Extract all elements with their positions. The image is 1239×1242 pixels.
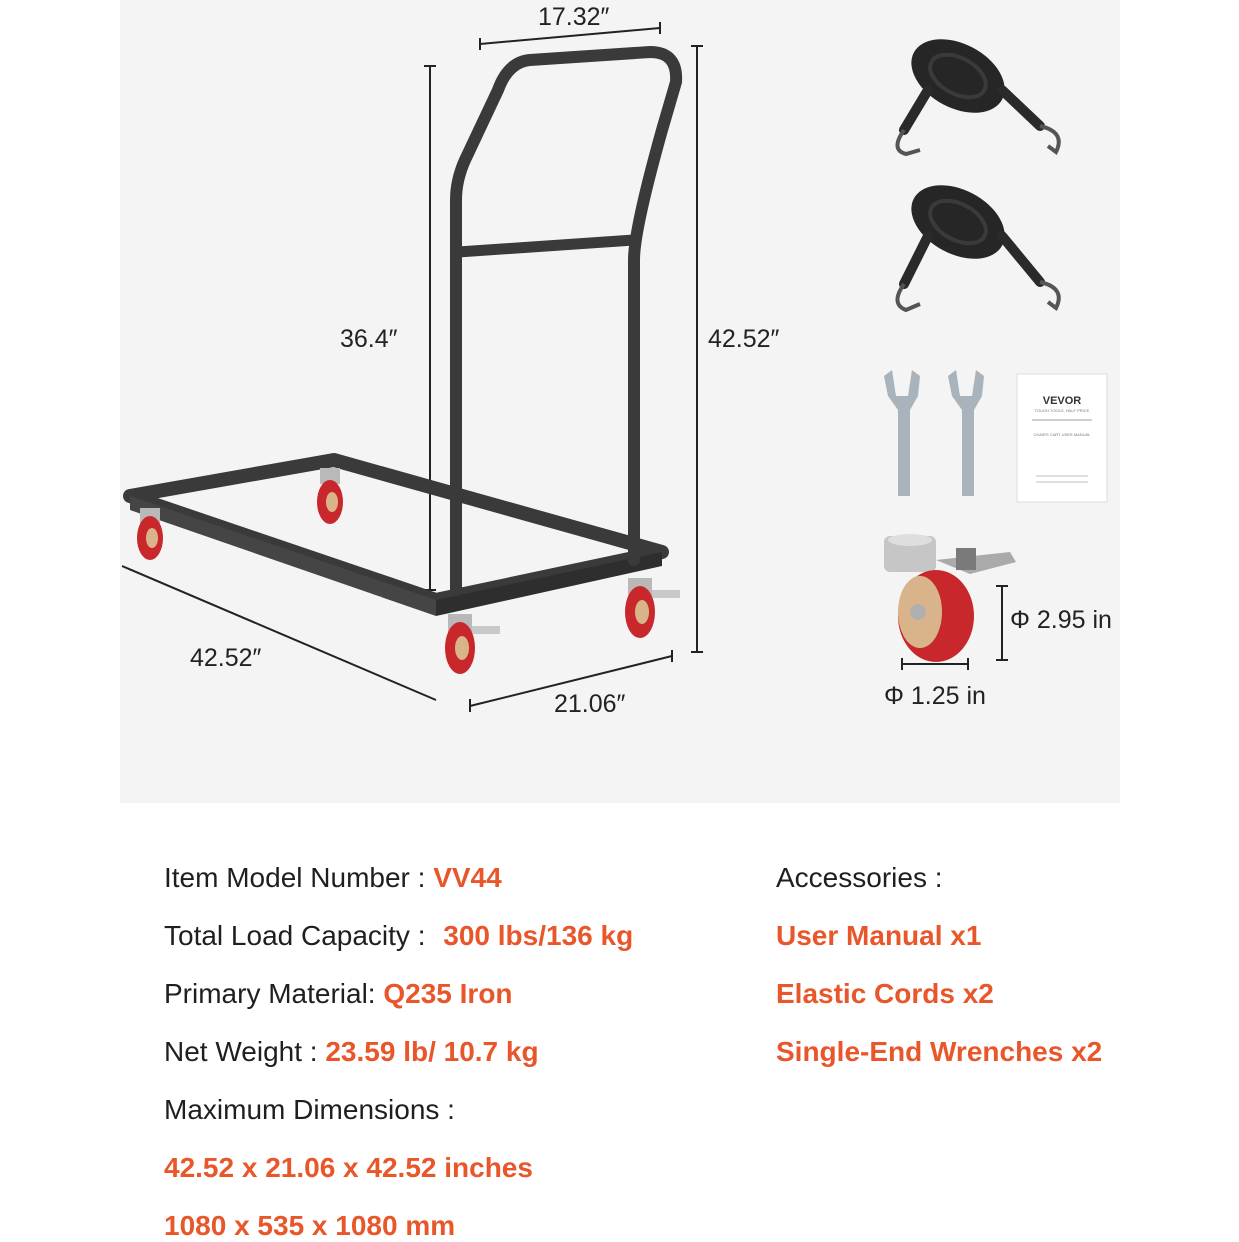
wrench-left	[884, 370, 920, 496]
spec-net-weight	[164, 1036, 539, 1068]
accessory-item: Single-End Wrenches x2	[776, 1036, 1103, 1067]
spec-dimensions-label: Maximum Dimensions :	[164, 1094, 455, 1125]
dimension-handle-width: 17.32″	[538, 3, 610, 31]
spec-load-label: Total Load Capacity :	[164, 920, 426, 951]
spec-material-label: Primary Material:	[164, 978, 376, 1009]
wheel-back-right	[625, 578, 680, 638]
dimension-total-height: 42.52″	[708, 325, 780, 353]
wrench-right	[948, 370, 984, 496]
caster-wheel-detail	[884, 534, 1016, 662]
spec-max-dimensions	[164, 1094, 455, 1126]
dimension-wheel-height: Φ 2.95 in	[1010, 606, 1112, 634]
dimension-lines	[122, 22, 1008, 712]
user-manual	[1017, 374, 1107, 502]
spec-load-value: 300 lbs/136 kg	[443, 920, 634, 951]
spec-model-value: VV44	[433, 862, 502, 893]
spec-model-label: Item Model Number :	[164, 862, 426, 893]
accessories-label: Accessories :	[776, 862, 943, 893]
spec-weight-label: Net Weight :	[164, 1036, 318, 1067]
elastic-cord-bottom	[897, 170, 1058, 310]
wheel-front-left	[137, 508, 163, 560]
manual-title: CHAIRS CART USER MANUAL	[1033, 432, 1091, 437]
dimension-wheel-width: Φ 1.25 in	[884, 682, 986, 710]
dimension-length: 42.52″	[190, 644, 262, 672]
spec-dimensions-inches: 42.52 x 21.06 x 42.52 inches	[164, 1152, 533, 1183]
dimension-handle-height: 36.4″	[340, 325, 398, 353]
spec-dimensions-mm: 1080 x 535 x 1080 mm	[164, 1210, 456, 1241]
accessory-item: User Manual x1	[776, 920, 982, 951]
dimension-width: 21.06″	[554, 690, 626, 718]
spec-weight-value: 23.59 lb/ 10.7 kg	[325, 1036, 539, 1067]
product-figure-panel	[120, 0, 1120, 803]
wheel-back-left	[317, 468, 343, 524]
cart-frame	[130, 52, 676, 616]
wheel-front-right	[445, 614, 500, 674]
elastic-cord-top	[897, 24, 1058, 154]
spec-material-value: Q235 Iron	[383, 978, 513, 1009]
spec-load-capacity	[164, 920, 633, 952]
manual-brand: VEVOR	[1042, 395, 1082, 407]
spec-material	[164, 978, 513, 1010]
spec-model-number	[164, 862, 502, 894]
manual-tagline: TOUGH TOOLS, HALF PRICE	[1034, 408, 1090, 413]
accessory-item: Elastic Cords x2	[776, 978, 994, 1009]
